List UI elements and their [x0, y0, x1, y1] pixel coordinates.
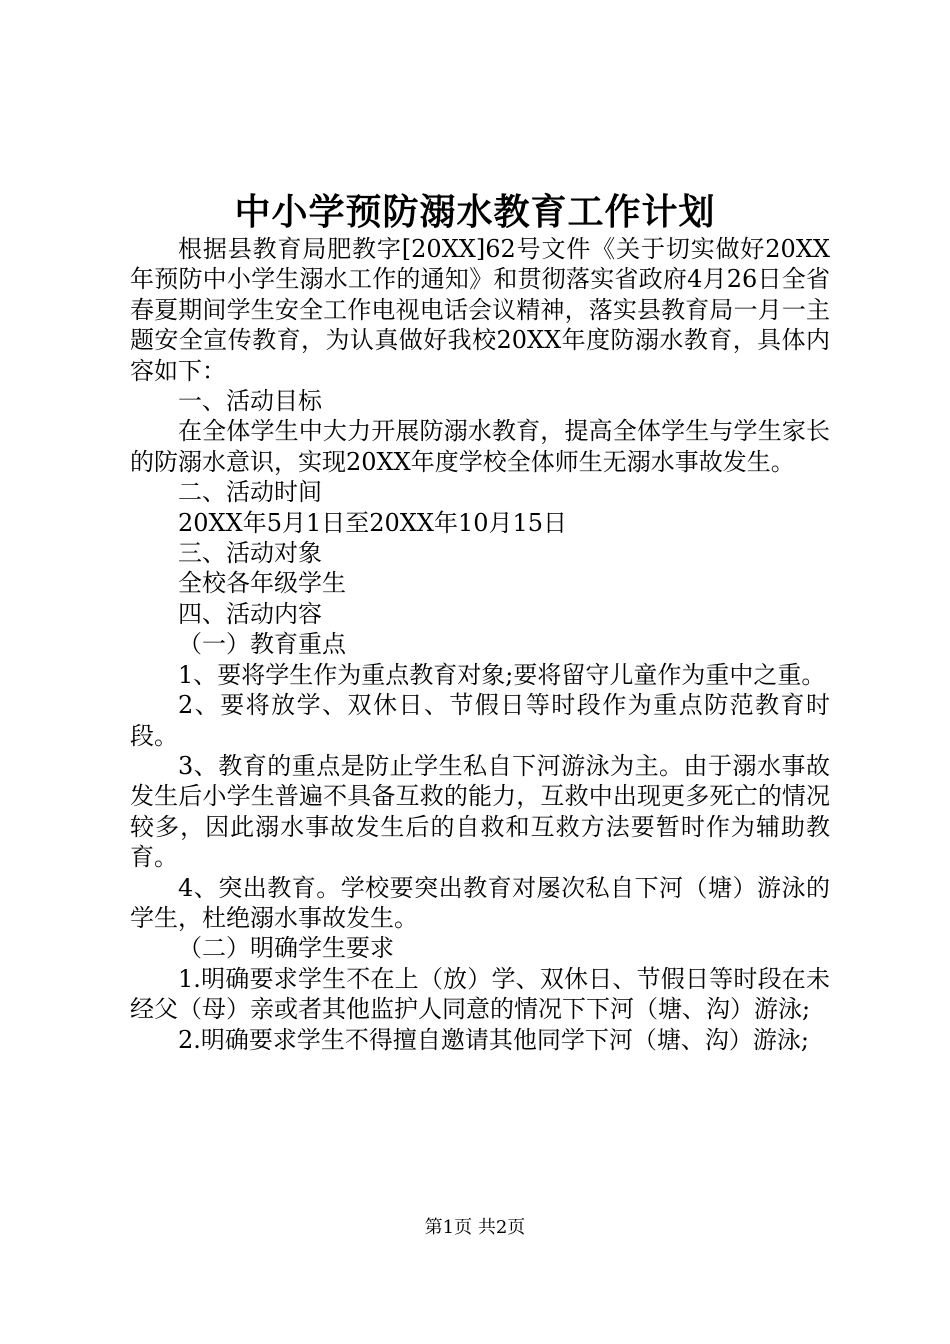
- section-heading-goal: 一、活动目标: [178, 387, 322, 416]
- document-title: 中小学预防溺水教育工作计划: [234, 191, 716, 233]
- section-heading-content: 四、活动内容: [178, 599, 322, 628]
- focus-item-2: 2、要将放学、双休日、节假日等时段作为重点防范教育时段。: [130, 691, 830, 750]
- subsection-heading-focus: （一）教育重点: [178, 630, 346, 659]
- requirement-item-2: 2.明确要求学生不得擅自邀请其他同学下河（塘、沟）游泳;: [178, 1025, 809, 1054]
- target-paragraph: 全校各年级学生: [178, 569, 346, 598]
- document-body: [130, 234, 830, 1055]
- section-heading-target: 三、活动对象: [178, 539, 322, 568]
- focus-item-3: 3、教育的重点是防止学生私自下河游泳为主。由于溺水事故发生后小学生普遍不具备互救的能力，互救中出现更多死亡的情况较多，因此溺水事故发生后的自救和互救方法要暂时作为辅助教育。: [130, 751, 830, 872]
- focus-item-1: 1、要将学生作为重点教育对象;要将留守儿童作为重中之重。: [178, 660, 826, 689]
- focus-item-4: 4、突出教育。学校要突出教育对屡次私自下河（塘）游泳的学生，杜绝溺水事故发生。: [130, 873, 830, 932]
- subsection-heading-requirements: （二）明确学生要求: [178, 934, 394, 963]
- page-number-footer: 第1页 共2页: [424, 1217, 526, 1238]
- section-heading-time: 二、活动时间: [178, 478, 322, 507]
- time-paragraph: 20XX年5月1日至20XX年10月15日: [178, 508, 568, 537]
- goal-paragraph: 在全体学生中大力开展防溺水教育，提高全体学生与学生家长的防溺水意识，实现20XX年度学校全体师生无溺水事故发生。: [130, 417, 830, 476]
- requirement-item-1: 1.明确要求学生不在上（放）学、双休日、节假日等时段在未经父（母）亲或者其他监护人同意的情况下下河（塘、沟）游泳;: [130, 964, 830, 1024]
- intro-paragraph: 根据县教育局肥教字[20XX]62号文件《关于切实做好20XX年预防中小学生溺水工作的通知》和贯彻落实省政府4月26日全省春夏期间学生安全工作电视电话会议精神，落实县教育局一月一主题安全宣传教育，为认真做好我校20XX年度防溺水教育，具体内容如下：: [130, 235, 830, 385]
